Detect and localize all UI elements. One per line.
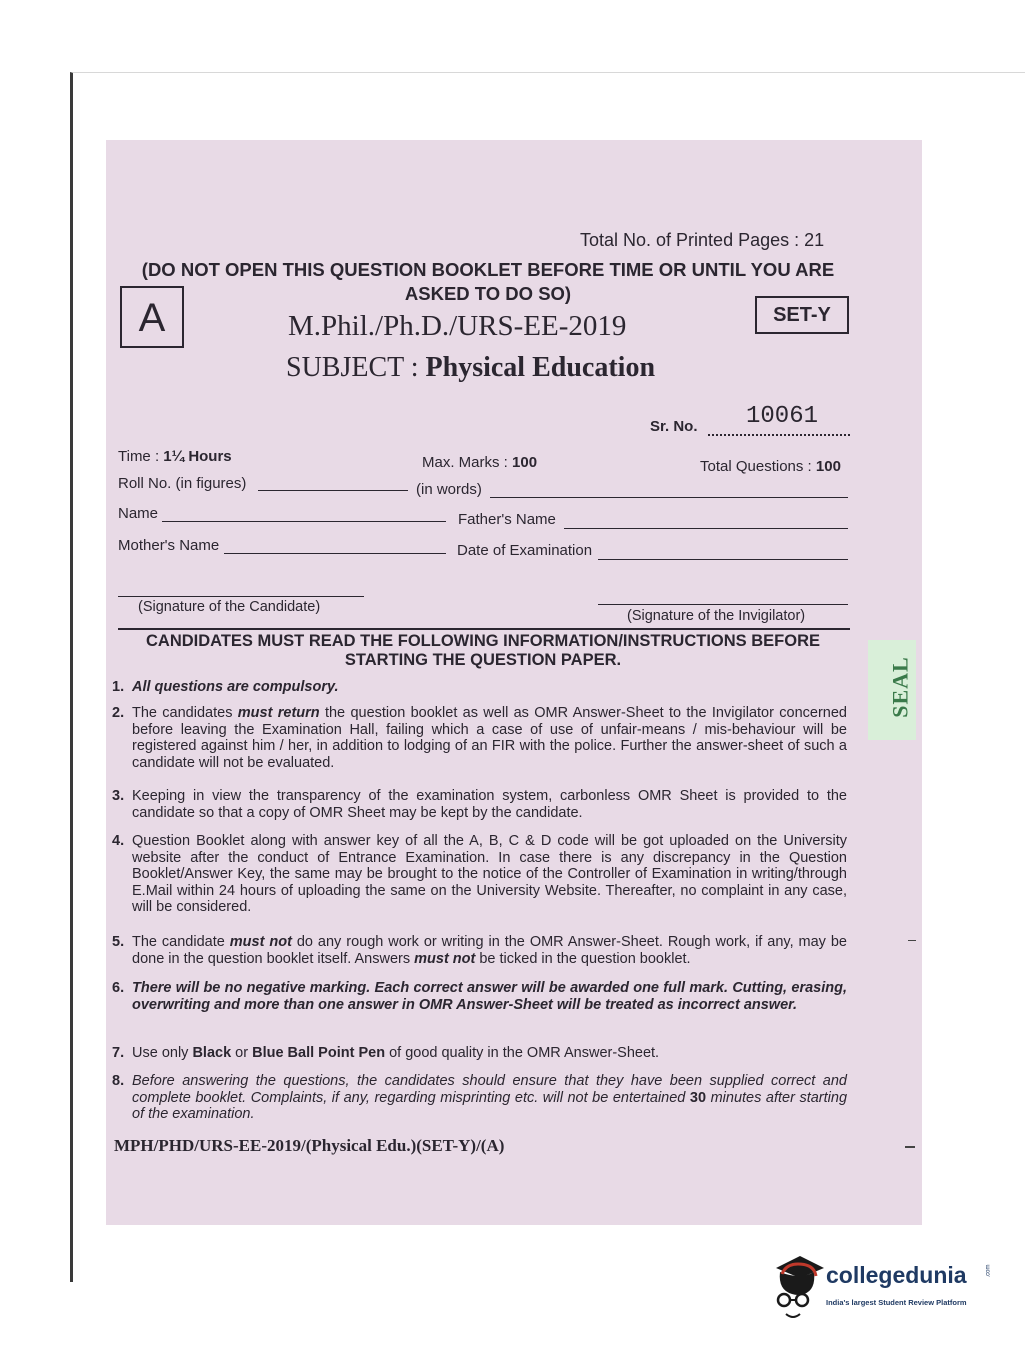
student-mascot-icon [770, 1250, 826, 1324]
instruction-item: 6. There will be no negative marking. Each correct answer will be awarded one full mark. Cutting, erasing, overwriting and more than one answer in OMR Answer-Sheet will be treated as incorrect answer. [112, 980, 847, 1013]
max-marks-field: Max. Marks : 100 [422, 454, 538, 471]
printed-pages-count: Total No. of Printed Pages : 21 [580, 230, 825, 250]
candidate-signature-line[interactable] [118, 596, 364, 597]
serial-number-dotted-line [708, 434, 850, 436]
collegedunia-tagline: India's largest Student Review Platform [826, 1298, 967, 1307]
exam-date-line[interactable] [598, 559, 848, 560]
do-not-open-warning: (DO NOT OPEN THIS QUESTION BOOKLET BEFORE TIME OR UNTIL YOU ARE ASKED TO DO SO) [141, 259, 835, 304]
time-field: Time : 1¼ Hours [118, 448, 232, 465]
father-name-label: Father's Name [458, 511, 556, 528]
subject-label: SUBJECT : [286, 352, 419, 383]
instruction-item: 4. Question Booklet along with answer key of all the A, B, C & D code will be got uploaded on the University website after the conduct of Entrance Examination. In case there is any discrepancy in the Question Booklet/Answer Key, the same may be brought to the notice of the Controller of Examination in writing/through E.Mail within 24 hours of uploading the same on the University Website. Thereafter, no complaint in any case, will be considered. [112, 833, 847, 916]
father-name-line[interactable] [564, 528, 848, 529]
booklet-code-box: A [120, 286, 184, 348]
roll-words-label: (in words) [416, 481, 482, 498]
invigilator-signature-line[interactable] [598, 604, 848, 605]
subject-line [286, 352, 655, 384]
instruction-item: 2. The candidates must return the question booklet as well as OMR Answer-Sheet to the Invigilator concerned before leaving the Examination Hall, failing which a case of use of unfair-means / mis-behaviour will be registered against him / her, in addition to lodging of an FIR with the police. Further the answer-sheet of such a candidate will not be evaluated. [112, 705, 847, 771]
instruction-item: 7. Use only Black or Blue Ball Point Pen of good quality in the OMR Answer-Sheet. [112, 1045, 660, 1061]
instruction-item: 3. Keeping in view the transparency of the examination system, carbonless OMR Sheet is provided to the candidate so that a copy of OMR Sheet may be kept by the candidate. [112, 788, 847, 821]
instruction-item: 5. The candidate must not do any rough work or writing in the OMR Answer-Sheet. Rough work, if any, may be done in the question booklet itself. Answers must not be ticked in the question booklet. [112, 934, 847, 967]
candidate-signature-label: (Signature of the Candidate) [138, 599, 321, 615]
serial-number-label: Sr. No. [650, 418, 698, 435]
booklet-footer-code: MPH/PHD/URS-EE-2019/(Physical Edu.)(SET-Y)/(A) [114, 1136, 505, 1155]
section-divider [118, 628, 850, 630]
mother-name-line[interactable] [224, 553, 446, 554]
instructions-heading: CANDIDATES MUST READ THE FOLLOWING INFORMATION/INSTRUCTIONS BEFORE STARTING THE QUESTION PAPER. [145, 632, 821, 669]
exam-date-label: Date of Examination [457, 542, 593, 559]
subject-name: Physical Education [425, 352, 656, 383]
mother-name-label: Mother's Name [118, 537, 220, 554]
collegedunia-domain: .com [985, 1264, 992, 1278]
seal-label: SEAL [887, 656, 913, 718]
scan-mark [905, 1146, 915, 1148]
exam-title: M.Phil./Ph.D./URS-EE-2019 [288, 310, 627, 342]
serial-number-value: 10061 [746, 403, 819, 430]
seal-sticker [868, 640, 916, 740]
invigilator-signature-label: (Signature of the Invigilator) [627, 608, 806, 624]
scan-mark [908, 940, 916, 941]
name-line[interactable] [162, 521, 446, 522]
instruction-item: 1. All questions are compulsory. [112, 679, 339, 695]
instruction-item: 8. Before answering the questions, the candidates should ensure that they have been supplied correct and complete booklet. Complaints, if any, regarding misprinting etc. will not be entertained 30 minutes after starting of the examination. [112, 1073, 848, 1123]
total-questions-field: Total Questions : 100 [700, 458, 841, 475]
roll-figures-label: Roll No. (in figures) [118, 475, 247, 492]
roll-figures-line[interactable] [258, 490, 408, 491]
roll-words-line[interactable] [490, 497, 848, 498]
collegedunia-brand: collegedunia [826, 1262, 967, 1288]
name-label: Name [118, 505, 159, 522]
set-code-box: SET-Y [755, 296, 849, 334]
